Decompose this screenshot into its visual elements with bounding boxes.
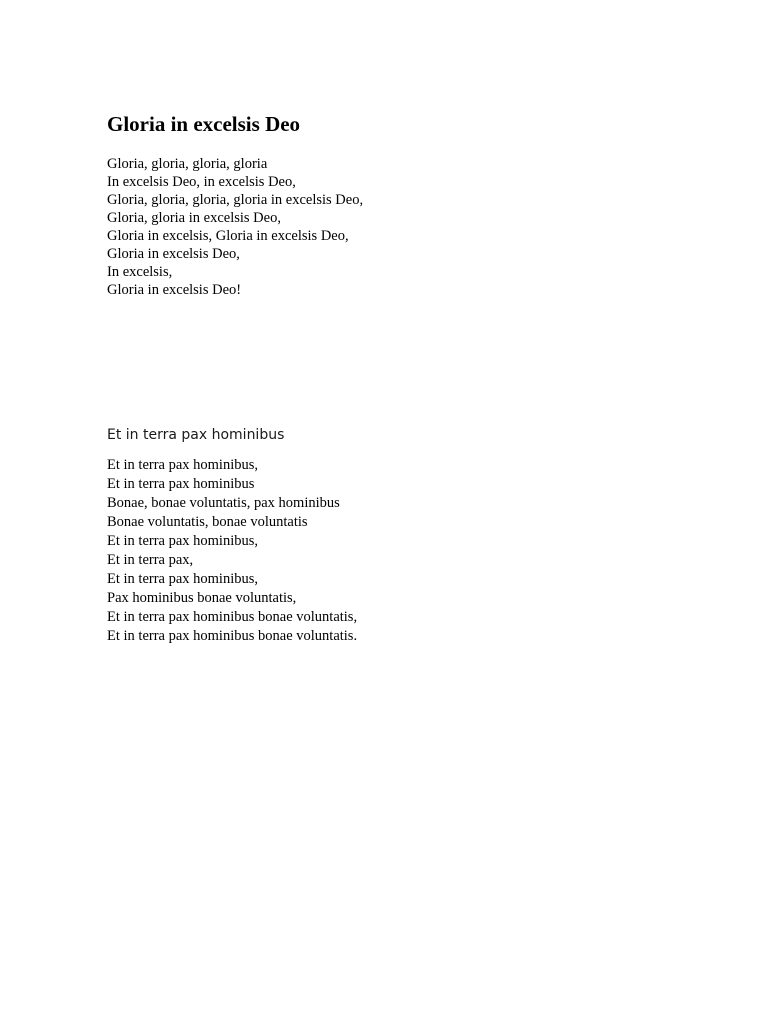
section-et-in-terra — [107, 426, 707, 646]
lyric-line: Bonae, bonae voluntatis, pax hominibus — [107, 495, 340, 511]
lyric-line: Gloria, gloria, gloria, gloria in excelsis Deo, — [107, 192, 364, 208]
lyric-line: Et in terra pax hominibus, — [107, 457, 259, 473]
lyrics-block — [107, 456, 707, 646]
lyric-line: Gloria, gloria, gloria, gloria — [107, 156, 268, 172]
section-gloria — [107, 111, 707, 299]
lyric-line: In excelsis, — [107, 264, 173, 280]
lyric-line: Et in terra pax hominibus — [107, 476, 255, 492]
lyric-line: Gloria in excelsis Deo! — [107, 282, 242, 298]
lyric-line: Et in terra pax hominibus bonae voluntatis, — [107, 609, 358, 625]
lyric-line: Pax hominibus bonae voluntatis, — [107, 590, 297, 606]
section-title: Et in terra pax hominibus — [107, 427, 285, 443]
lyric-line: Et in terra pax hominibus, — [107, 571, 259, 587]
lyric-line: In excelsis Deo, in excelsis Deo, — [107, 174, 296, 190]
lyric-line: Et in terra pax hominibus, — [107, 533, 259, 549]
lyric-line: Et in terra pax, — [107, 552, 194, 568]
lyric-line: Gloria, gloria in excelsis Deo, — [107, 210, 281, 226]
lyric-line: Gloria in excelsis Deo, — [107, 246, 240, 262]
lyric-line: Bonae voluntatis, bonae voluntatis — [107, 514, 308, 530]
lyrics-block — [107, 155, 707, 299]
lyric-line: Gloria in excelsis, Gloria in excelsis Deo, — [107, 228, 349, 244]
lyric-line: Et in terra pax hominibus bonae voluntatis. — [107, 628, 358, 644]
section-title: Gloria in excelsis Deo — [107, 112, 301, 136]
